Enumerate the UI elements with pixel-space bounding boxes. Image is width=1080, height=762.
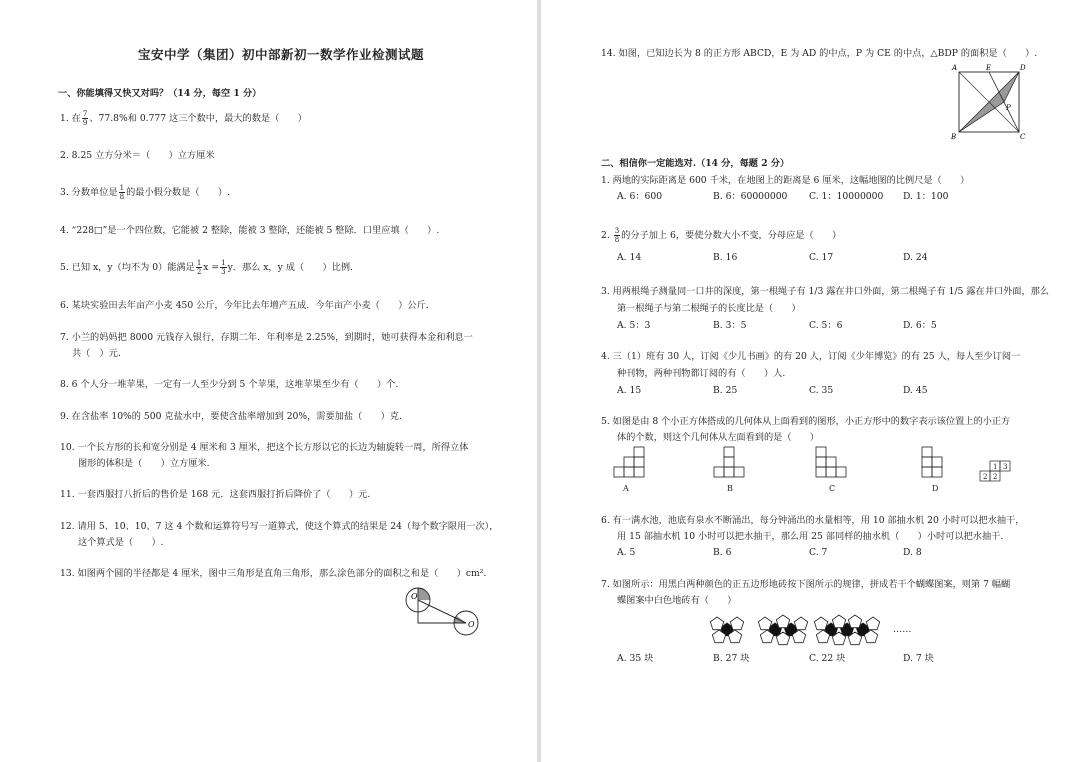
choice-question-1: 1. 两地的实际距离是 600 千米，在地图上的距离是 6 厘米，这幅地图的比例尺是（ ） xyxy=(601,175,970,186)
circle-center-label: O xyxy=(468,620,475,629)
svg-text:P: P xyxy=(1006,104,1011,112)
question-6: 6. 某块实验田去年亩产小麦 450 公斤，今年比去年增产五成．今年亩产小麦（ ）公斤. xyxy=(60,300,429,311)
option-c: C. 1：10000000 xyxy=(809,191,884,202)
fraction: $\frac{1}{8}$ xyxy=(119,184,125,201)
option-a: A. 14 xyxy=(617,252,642,263)
svg-text:E: E xyxy=(986,64,992,72)
option-b: B. 25 xyxy=(713,385,738,396)
svg-text:D: D xyxy=(1020,64,1026,72)
question-4: 4. “228□”是一个四位数，它能被 2 整除，能被 3 整除，还能被 5 整除．口里应填（ ）. xyxy=(60,225,440,236)
choice-question-5-line-1: 5. 如图是由 8 个小正方体搭成的几何体从上面看到的图形，小正方形中的数字表示该位置上的小正方 xyxy=(601,416,1011,427)
choice-question-4-line-2: 种刊物，两种刊物都订阅的有（ ）人. xyxy=(617,368,786,379)
option-d: D. 45 xyxy=(903,385,928,396)
choice-question-4-line-1: 4. 三（1）班有 30 人，订阅《少儿书画》的有 20 人，订阅《少年博览》的有 25 人，每人至少订阅一 xyxy=(601,351,1021,362)
option-a: A. 35 块 xyxy=(617,653,654,664)
two-circles-figure xyxy=(402,586,482,638)
option-d: D. 24 xyxy=(903,252,928,263)
question-7-line-1: 7. 小兰的妈妈把 8000 元钱存入银行，存期二年．年利率是 2.25%，到期时，她可获得本金和利息一 xyxy=(60,332,473,343)
choice-question-6-line-1: 6. 有一满水池，池底有泉水不断涌出，每分钟涌出的水量相等，用 10 部抽水机 20 小时可以把水抽干， xyxy=(601,515,1025,526)
option-c-figure xyxy=(815,446,849,480)
svg-text:2: 2 xyxy=(983,473,988,481)
option-d-figure xyxy=(921,446,945,480)
circle-center-label: O xyxy=(411,592,418,601)
question-12-line-2: 这个算式是（ ）. xyxy=(78,537,164,548)
svg-text:1: 1 xyxy=(993,463,998,471)
option-label: B xyxy=(727,484,733,493)
option-label: A xyxy=(623,484,629,493)
svg-text:C: C xyxy=(1020,133,1026,140)
svg-text:2: 2 xyxy=(993,473,998,481)
svg-text:B: B xyxy=(951,133,957,140)
choice-question-3-line-1: 3. 用两根绳子测量同一口井的深度，第一根绳子有 1/3 露在井口外面，第二根绳子有 1/5 露在井口外面，那么 xyxy=(601,286,1050,297)
choice-question-7-line-2: 蝶图案中白色地砖有（ ） xyxy=(617,595,737,606)
section-2-heading: 二、相信你一定能选对.（14 分，每题 2 分） xyxy=(601,158,790,169)
option-a: A. 5：3 xyxy=(617,320,651,331)
option-label: D xyxy=(932,484,939,493)
choice-question-6-line-2: 用 15 部抽水机 10 小时可以把水抽干，那么用 25 部同样的抽水机（ ）小时可以把水抽干. xyxy=(617,531,1004,542)
option-label: C xyxy=(829,484,836,493)
question-10-line-2: 图形的体积是（ ）立方厘米. xyxy=(78,458,210,469)
question-13: 13. 如图两个圆的半径都是 4 厘米，图中三角形是直角三角形，那么涂色部分的面积之和是（ ）cm². xyxy=(60,568,487,579)
question-10-line-1: 10. 一个长方形的长和宽分别是 4 厘米和 3 厘米，把这个长方形以它的长边为轴旋转一周，所得立体 xyxy=(60,442,469,453)
question-1: 1. 在 $\frac{7}{9}$ 、77.8%和 0.777 这三个数中，最大的数是（ ） xyxy=(60,110,307,127)
option-c: C. 5：6 xyxy=(809,320,843,331)
option-d: D. 1：100 xyxy=(903,191,949,202)
option-b: B. 3：5 xyxy=(713,320,747,331)
left-page xyxy=(0,0,537,762)
option-c: C. 35 xyxy=(809,385,834,396)
option-c: C. 17 xyxy=(809,252,834,263)
ellipsis: …… xyxy=(893,624,912,635)
question-2: 2. 8.25 立方分米＝（ ）立方厘米 xyxy=(60,150,215,161)
option-b: B. 6：60000000 xyxy=(713,191,788,202)
option-c: C. 7 xyxy=(809,547,828,558)
question-7-line-2: 共（ ）元. xyxy=(72,348,121,359)
option-b: B. 6 xyxy=(713,547,732,558)
option-d: D. 6：5 xyxy=(903,320,937,331)
square-abcd-figure xyxy=(951,64,1027,140)
question-9: 9. 在含盐率 10%的 500 克盐水中，要使含盐率增加到 20%，需要加盐（ ）克. xyxy=(60,411,402,422)
question-8: 8. 6 个人分一堆苹果，一定有一人至少分到 5 个苹果，这堆苹果至少有（ ）个. xyxy=(60,379,399,390)
option-b-figure xyxy=(713,446,747,480)
question-11: 11. 一套西服打八折后的售价是 168 元．这套西服打折后降价了（ ）元. xyxy=(60,489,371,500)
section-1-heading: 一、你能填得又快又对吗？（14 分，每空 1 分） xyxy=(58,88,262,99)
svg-text:3: 3 xyxy=(1003,463,1008,471)
choice-question-5-line-2: 体的个数，则这个几何体从左面看到的是（ ） xyxy=(617,432,820,443)
butterfly-patterns-figure xyxy=(709,612,889,648)
question-5: 5. 已知 x，y（均不为 0）能满足 $\frac{1}{2}$ x = $\frac{1}{3}$ y．那么 x，y 成（ ）比例. xyxy=(60,259,353,276)
option-b: B. 16 xyxy=(713,252,738,263)
svg-text:A: A xyxy=(952,64,958,72)
option-a: A. 15 xyxy=(617,385,642,396)
choice-question-7-line-1: 7. 如图所示：用黑白两种颜色的正五边形地砖按下图所示的规律，拼成若干个蝴蝶图案，则第 7 幅蝴 xyxy=(601,579,1011,590)
option-c: C. 22 块 xyxy=(809,653,846,664)
question-14: 14. 如图，已知边长为 8 的正方形 ABCD，E 为 AD 的中点，P 为 CE 的中点，△BDP 的面积是（ ）. xyxy=(601,48,1038,59)
option-a: A. 6：600 xyxy=(617,191,663,202)
option-d: D. 7 块 xyxy=(903,653,934,664)
choice-question-3-line-2: 第一根绳子与第二根绳子的长度比是（ ） xyxy=(617,303,801,314)
page-title: 宝安中学（集团）初中部新初一数学作业检测试题 xyxy=(138,47,425,62)
option-d: D. 8 xyxy=(903,547,922,558)
question-3: 3. 分数单位是 $\frac{1}{8}$ 的最小假分数是（ ）. xyxy=(60,184,231,201)
question-12-line-1: 12. 请用 5、10、10、7 这 4 个数和运算符号写一道算式，使这个算式的结果是 24（每个数字限用一次）， xyxy=(60,521,499,532)
right-page xyxy=(541,0,1080,762)
top-view-figure xyxy=(979,460,1011,484)
option-a-figure xyxy=(613,446,647,480)
choice-question-2: 2. $\frac{3}{8}$ 的分子加上 6，要使分数大小不变，分母应是（ ） xyxy=(601,227,842,244)
option-a: A. 5 xyxy=(617,547,636,558)
option-b: B. 27 块 xyxy=(713,653,750,664)
fraction: $\frac{7}{9}$ xyxy=(82,110,88,127)
